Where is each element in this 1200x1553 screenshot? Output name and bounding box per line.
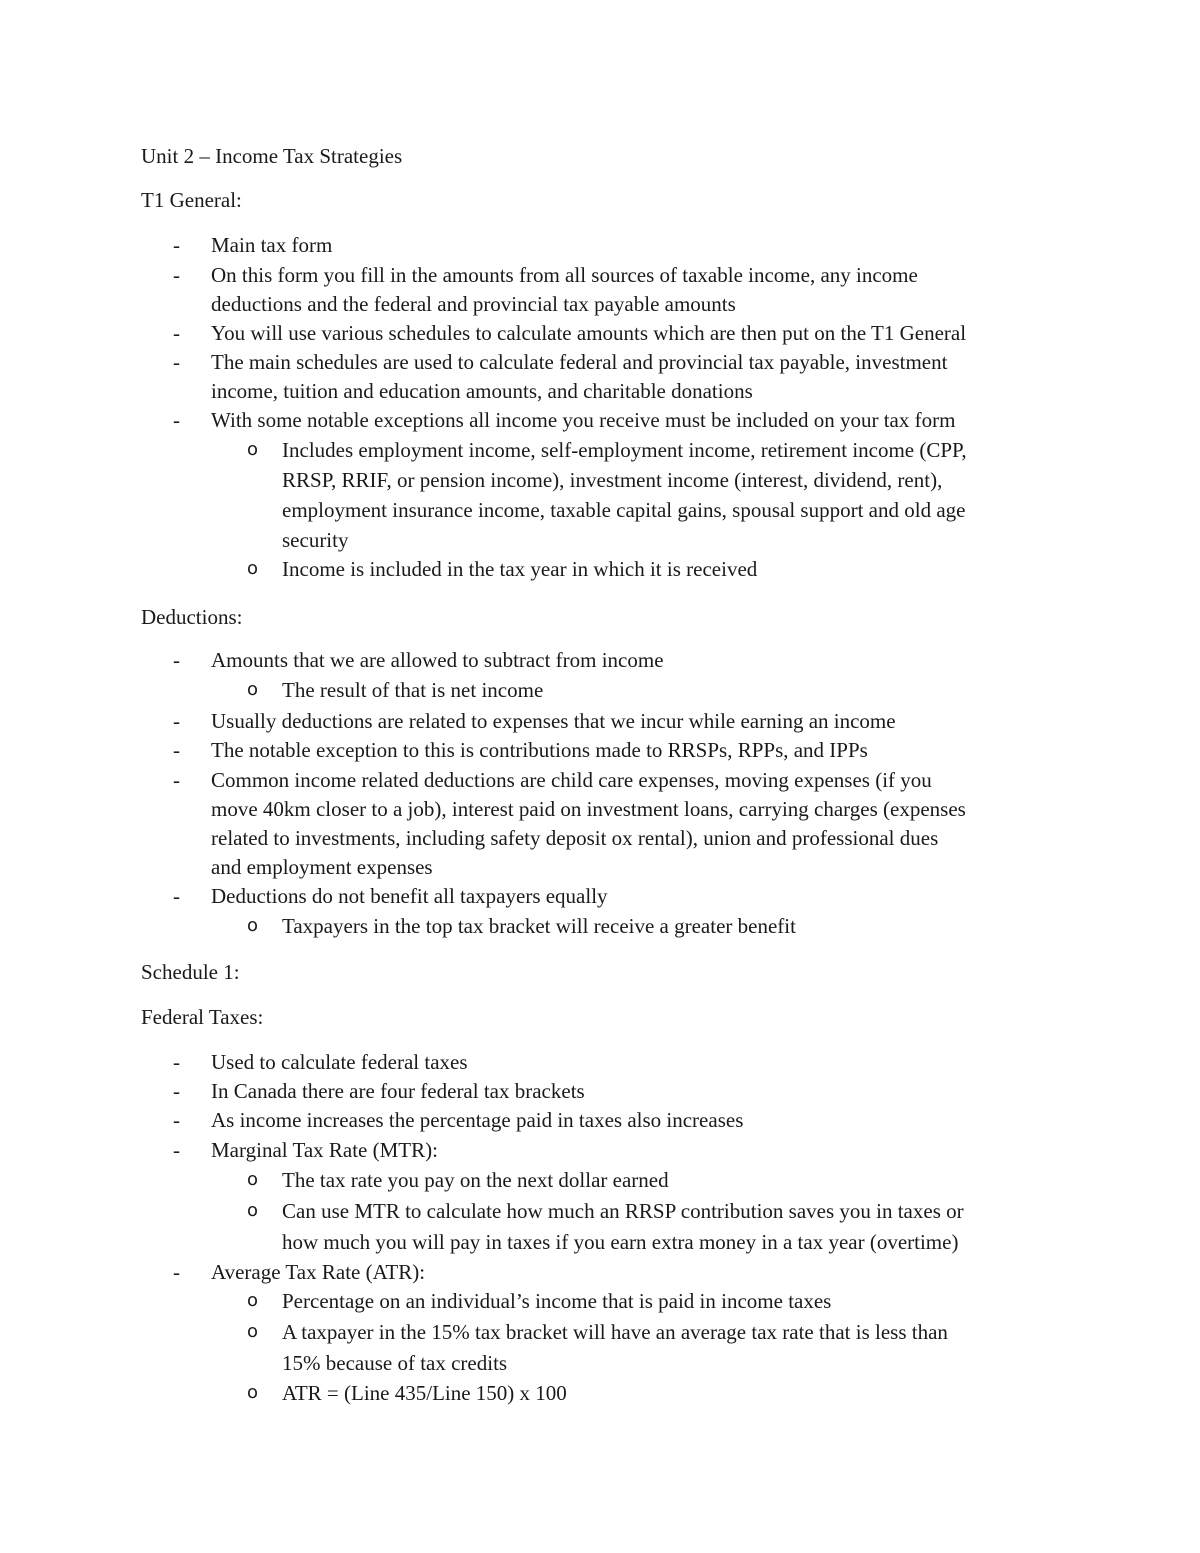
section-heading-deductions: Deductions:: [141, 605, 243, 629]
section-heading-federal-taxes: Federal Taxes:: [141, 1005, 264, 1029]
dash-bullet: -: [173, 648, 180, 672]
sub-list-item: A taxpayer in the 15% tax bracket will have an average tax rate that is less than: [282, 1320, 948, 1344]
dash-bullet: -: [173, 1050, 180, 1074]
circle-bullet: o: [247, 915, 259, 936]
circle-bullet: o: [247, 1169, 259, 1190]
sub-list-item: The result of that is net income: [282, 678, 544, 702]
sub-list-item-continued: employment insurance income, taxable capital gains, spousal support and old age: [282, 498, 966, 522]
dash-bullet: -: [173, 884, 180, 908]
section-heading-t1-general: T1 General:: [141, 188, 242, 212]
list-item: Usually deductions are related to expenses that we incur while earning an income: [211, 709, 896, 733]
list-item: You will use various schedules to calculate amounts which are then put on the T1 General: [211, 321, 967, 345]
list-item-continued: deductions and the federal and provincial tax payable amounts: [211, 292, 736, 316]
dash-bullet: -: [173, 263, 180, 287]
sub-list-item-continued: security: [282, 528, 349, 552]
list-item-continued: move 40km closer to a job), interest paid on investment loans, carrying charges (expenses: [211, 797, 966, 821]
dash-bullet: -: [173, 408, 180, 432]
list-item: In Canada there are four federal tax brackets: [211, 1079, 585, 1103]
dash-bullet: -: [173, 709, 180, 733]
circle-bullet: o: [247, 1382, 259, 1403]
circle-bullet: o: [247, 1290, 259, 1311]
dash-bullet: -: [173, 1138, 180, 1162]
section-heading-schedule-1: Schedule 1:: [141, 960, 240, 984]
list-item-continued: related to investments, including safety deposit ox rental), union and professional dues: [211, 826, 939, 850]
list-item: Deductions do not benefit all taxpayers equally: [211, 884, 608, 908]
dash-bullet: -: [173, 1079, 180, 1103]
sub-list-item: Taxpayers in the top tax bracket will receive a greater benefit: [282, 914, 796, 938]
circle-bullet: o: [247, 1321, 259, 1342]
dash-bullet: -: [173, 768, 180, 792]
sub-list-item-continued: how much you will pay in taxes if you earn extra money in a tax year (overtime): [282, 1230, 959, 1254]
list-item: Marginal Tax Rate (MTR):: [211, 1138, 438, 1162]
sub-list-item: Income is included in the tax year in which it is received: [282, 557, 758, 581]
list-item: Average Tax Rate (ATR):: [211, 1260, 426, 1284]
sub-list-item: Can use MTR to calculate how much an RRSP contribution saves you in taxes or: [282, 1199, 964, 1223]
list-item: As income increases the percentage paid in taxes also increases: [211, 1108, 744, 1132]
sub-list-item: The tax rate you pay on the next dollar earned: [282, 1168, 669, 1192]
dash-bullet: -: [173, 321, 180, 345]
sub-list-item-continued: RRSP, RRIF, or pension income), investment income (interest, dividend, rent),: [282, 468, 943, 492]
dash-bullet: -: [173, 1260, 180, 1284]
list-item: The notable exception to this is contributions made to RRSPs, RPPs, and IPPs: [211, 738, 868, 762]
circle-bullet: o: [247, 439, 259, 460]
dash-bullet: -: [173, 233, 180, 257]
sub-list-item: Includes employment income, self-employment income, retirement income (CPP,: [282, 438, 967, 462]
list-item: Main tax form: [211, 233, 333, 257]
list-item: With some notable exceptions all income you receive must be included on your tax form: [211, 408, 956, 432]
list-item: Used to calculate federal taxes: [211, 1050, 468, 1074]
circle-bullet: o: [247, 679, 259, 700]
sub-list-item: Percentage on an individual’s income that is paid in income taxes: [282, 1289, 832, 1313]
sub-list-item-continued: 15% because of tax credits: [282, 1351, 508, 1375]
list-item: The main schedules are used to calculate federal and provincial tax payable, investment: [211, 350, 948, 374]
list-item-continued: and employment expenses: [211, 855, 433, 879]
dash-bullet: -: [173, 350, 180, 374]
circle-bullet: o: [247, 558, 259, 579]
circle-bullet: o: [247, 1200, 259, 1221]
document-title: Unit 2 – Income Tax Strategies: [141, 144, 403, 168]
sub-list-item: ATR = (Line 435/Line 150) x 100: [282, 1381, 567, 1405]
list-item-continued: income, tuition and education amounts, and charitable donations: [211, 379, 753, 403]
dash-bullet: -: [173, 738, 180, 762]
list-item: On this form you fill in the amounts from all sources of taxable income, any income: [211, 263, 918, 287]
dash-bullet: -: [173, 1108, 180, 1132]
list-item: Amounts that we are allowed to subtract from income: [211, 648, 664, 672]
list-item: Common income related deductions are child care expenses, moving expenses (if you: [211, 768, 932, 792]
